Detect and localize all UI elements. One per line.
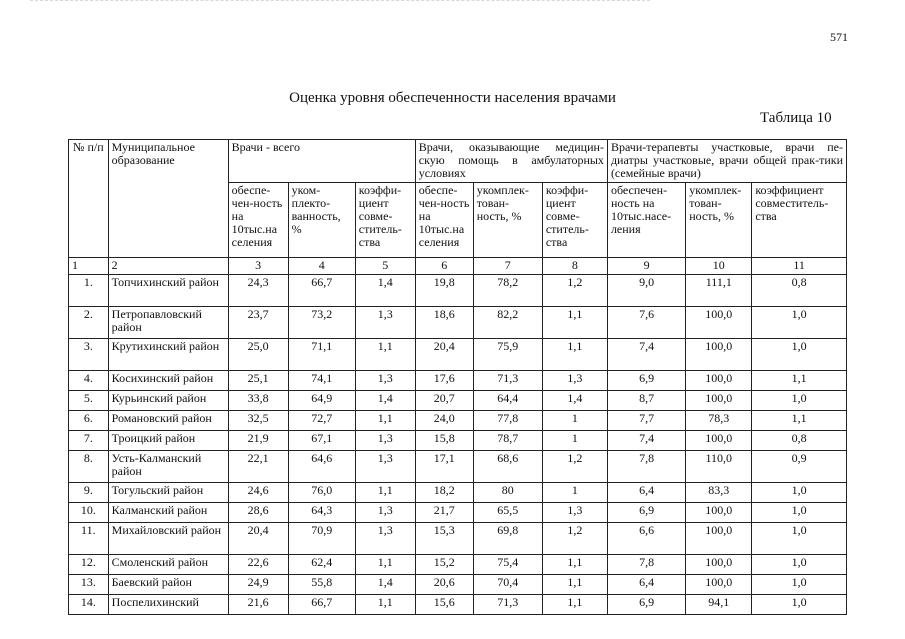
- row-number: 14.: [69, 595, 109, 615]
- value-cell: 17,1: [415, 451, 473, 483]
- column-index: 3: [228, 258, 288, 275]
- municipality-name: Крутихинский район: [108, 339, 228, 371]
- value-cell: 70,9: [288, 523, 355, 555]
- value-cell: 9,0: [607, 275, 685, 307]
- value-cell: 25,0: [228, 339, 288, 371]
- value-cell: 21,9: [228, 431, 288, 451]
- page-number: 571: [830, 30, 848, 44]
- value-cell: 78,7: [473, 431, 542, 451]
- value-cell: 20,4: [415, 339, 473, 371]
- value-cell: 1,1: [752, 411, 847, 431]
- value-cell: 1,4: [355, 575, 415, 595]
- value-cell: 100,0: [686, 523, 752, 555]
- value-cell: 33,8: [228, 391, 288, 411]
- value-cell: 1,1: [355, 339, 415, 371]
- value-cell: 32,5: [228, 411, 288, 431]
- row-number: 10.: [69, 503, 109, 523]
- header-row-main: [69, 140, 847, 183]
- subheader-cell: обеспечен-ность на 10тыс.насе-ления: [607, 183, 685, 258]
- value-cell: 0,9: [752, 451, 847, 483]
- value-cell: 1,3: [355, 431, 415, 451]
- column-index: 10: [686, 258, 752, 275]
- value-cell: 18,6: [415, 307, 473, 339]
- value-cell: 110,0: [686, 451, 752, 483]
- municipality-name: Смоленский район: [108, 555, 228, 575]
- subheader-cell: коэффи-циент совме-ститель-ства: [542, 183, 607, 258]
- value-cell: 20,7: [415, 391, 473, 411]
- value-cell: 1,0: [752, 483, 847, 503]
- value-cell: 100,0: [686, 339, 752, 371]
- value-cell: 1,3: [355, 307, 415, 339]
- value-cell: 64,4: [473, 391, 542, 411]
- municipality-name: Косихинский район: [108, 371, 228, 391]
- value-cell: 65,5: [473, 503, 542, 523]
- column-index: 11: [752, 258, 847, 275]
- value-cell: 75,4: [473, 555, 542, 575]
- subheader-cell: обеспе-чен-ность на 10тыс.на селения: [228, 183, 288, 258]
- column-index: 9: [607, 258, 685, 275]
- value-cell: 1,0: [752, 523, 847, 555]
- physicians-table: [68, 139, 847, 615]
- value-cell: 8,7: [607, 391, 685, 411]
- value-cell: 69,8: [473, 523, 542, 555]
- row-number: 6.: [69, 411, 109, 431]
- value-cell: 1,1: [542, 575, 607, 595]
- value-cell: 1,0: [752, 307, 847, 339]
- subheader-cell: укомплек-тован-ность, %: [686, 183, 752, 258]
- municipality-name: Петропавловский район: [108, 307, 228, 339]
- value-cell: 24,0: [415, 411, 473, 431]
- value-cell: 7,6: [607, 307, 685, 339]
- row-number: 13.: [69, 575, 109, 595]
- value-cell: 100,0: [686, 555, 752, 575]
- value-cell: 64,6: [288, 451, 355, 483]
- row-number: 2.: [69, 307, 109, 339]
- value-cell: 25,1: [228, 371, 288, 391]
- subheader-cell: укомплек-тован-ность, %: [473, 183, 542, 258]
- value-cell: 1,0: [752, 503, 847, 523]
- value-cell: 7,4: [607, 339, 685, 371]
- subheader-cell: коэффи-циент совме-ститель-ства: [355, 183, 415, 258]
- value-cell: 19,8: [415, 275, 473, 307]
- value-cell: 77,8: [473, 411, 542, 431]
- value-cell: 15,8: [415, 431, 473, 451]
- value-cell: 1,1: [542, 307, 607, 339]
- value-cell: 1,3: [355, 523, 415, 555]
- value-cell: 1,0: [752, 595, 847, 615]
- value-cell: 1,2: [542, 451, 607, 483]
- value-cell: 28,6: [228, 503, 288, 523]
- value-cell: 7,7: [607, 411, 685, 431]
- value-cell: 23,7: [228, 307, 288, 339]
- column-index-row: [69, 258, 847, 275]
- value-cell: 100,0: [686, 391, 752, 411]
- value-cell: 7,8: [607, 451, 685, 483]
- table-row: [69, 391, 847, 411]
- table-row: [69, 523, 847, 555]
- column-index: 5: [355, 258, 415, 275]
- value-cell: 1: [542, 411, 607, 431]
- municipality-name: Курьинский район: [108, 391, 228, 411]
- value-cell: 1,1: [542, 339, 607, 371]
- value-cell: 68,6: [473, 451, 542, 483]
- municipality-name: Усть-Калманский район: [108, 451, 228, 483]
- value-cell: 100,0: [686, 431, 752, 451]
- value-cell: 1,1: [355, 595, 415, 615]
- value-cell: 76,0: [288, 483, 355, 503]
- row-number: 7.: [69, 431, 109, 451]
- value-cell: 64,3: [288, 503, 355, 523]
- header-doctors-outpatient: Врачи, оказывающие медицин-скую помощь в амбулаторных условиях: [415, 140, 607, 183]
- value-cell: 55,8: [288, 575, 355, 595]
- value-cell: 100,0: [686, 371, 752, 391]
- value-cell: 6,4: [607, 575, 685, 595]
- value-cell: 6,9: [607, 595, 685, 615]
- value-cell: 15,3: [415, 523, 473, 555]
- municipality-name: Поспелихинский: [108, 595, 228, 615]
- row-number: 9.: [69, 483, 109, 503]
- value-cell: 78,3: [686, 411, 752, 431]
- value-cell: 70,4: [473, 575, 542, 595]
- row-number: 3.: [69, 339, 109, 371]
- value-cell: 0,8: [752, 275, 847, 307]
- table-row: [69, 483, 847, 503]
- value-cell: 1,2: [542, 523, 607, 555]
- value-cell: 22,6: [228, 555, 288, 575]
- table-row: [69, 431, 847, 451]
- municipality-name: Романовский район: [108, 411, 228, 431]
- value-cell: 0,8: [752, 431, 847, 451]
- value-cell: 1,2: [542, 275, 607, 307]
- value-cell: 1,0: [752, 391, 847, 411]
- header-doctors-therapists: Врачи-терапевты участковые, врачи пе-диатры участковые, врачи общей прак-тики (семейные врачи): [607, 140, 846, 183]
- value-cell: 21,6: [228, 595, 288, 615]
- value-cell: 71,3: [473, 371, 542, 391]
- table-row: [69, 595, 847, 615]
- value-cell: 6,6: [607, 523, 685, 555]
- table-row: [69, 575, 847, 595]
- value-cell: 15,6: [415, 595, 473, 615]
- value-cell: 1,0: [752, 555, 847, 575]
- value-cell: 1,0: [752, 339, 847, 371]
- value-cell: 66,7: [288, 275, 355, 307]
- value-cell: 80: [473, 483, 542, 503]
- column-index: 8: [542, 258, 607, 275]
- subheader-cell: коэффициент совместитель-ства: [752, 183, 847, 258]
- value-cell: 83,3: [686, 483, 752, 503]
- value-cell: 24,3: [228, 275, 288, 307]
- header-municipality: Муниципальное образование: [108, 140, 228, 258]
- value-cell: 71,3: [473, 595, 542, 615]
- value-cell: 20,4: [228, 523, 288, 555]
- value-cell: 78,2: [473, 275, 542, 307]
- value-cell: 66,7: [288, 595, 355, 615]
- value-cell: 64,9: [288, 391, 355, 411]
- value-cell: 1,1: [355, 483, 415, 503]
- municipality-name: Топчихинский район: [108, 275, 228, 307]
- row-number: 8.: [69, 451, 109, 483]
- subheader-cell: уком-плекто-ванность, %: [288, 183, 355, 258]
- municipality-name: Троицкий район: [108, 431, 228, 451]
- column-index: 2: [108, 258, 228, 275]
- table-row: [69, 503, 847, 523]
- value-cell: 1,1: [355, 411, 415, 431]
- row-number: 1.: [69, 275, 109, 307]
- column-index: 1: [69, 258, 109, 275]
- table-row: [69, 411, 847, 431]
- value-cell: 7,4: [607, 431, 685, 451]
- value-cell: 1: [542, 431, 607, 451]
- row-number: 11.: [69, 523, 109, 555]
- row-number: 5.: [69, 391, 109, 411]
- value-cell: 24,9: [228, 575, 288, 595]
- value-cell: 1,3: [355, 503, 415, 523]
- column-index: 7: [473, 258, 542, 275]
- header-doctors-all: Врачи - всего: [228, 140, 415, 183]
- table-row: [69, 339, 847, 371]
- value-cell: 67,1: [288, 431, 355, 451]
- municipality-name: Тогульский район: [108, 483, 228, 503]
- value-cell: 6,4: [607, 483, 685, 503]
- value-cell: 1,4: [355, 275, 415, 307]
- municipality-name: Баевский район: [108, 575, 228, 595]
- value-cell: 7,8: [607, 555, 685, 575]
- value-cell: 20,6: [415, 575, 473, 595]
- table-row: [69, 371, 847, 391]
- value-cell: 6,9: [607, 503, 685, 523]
- value-cell: 1,3: [542, 503, 607, 523]
- value-cell: 1,1: [542, 595, 607, 615]
- table-row: [69, 275, 847, 307]
- value-cell: 74,1: [288, 371, 355, 391]
- value-cell: 1,3: [355, 371, 415, 391]
- table-row: [69, 555, 847, 575]
- header-num: № п/п: [69, 140, 109, 258]
- value-cell: 1,3: [542, 371, 607, 391]
- value-cell: 1,1: [752, 371, 847, 391]
- scan-edge-line: [30, 0, 650, 4]
- value-cell: 62,4: [288, 555, 355, 575]
- table-row: [69, 451, 847, 483]
- value-cell: 100,0: [686, 307, 752, 339]
- row-number: 4.: [69, 371, 109, 391]
- value-cell: 75,9: [473, 339, 542, 371]
- table-body: [69, 275, 847, 615]
- municipality-name: Калманский район: [108, 503, 228, 523]
- value-cell: 82,2: [473, 307, 542, 339]
- value-cell: 1,1: [355, 555, 415, 575]
- table-row: [69, 307, 847, 339]
- value-cell: 24,6: [228, 483, 288, 503]
- table-caption: Таблица 10: [760, 110, 832, 126]
- value-cell: 15,2: [415, 555, 473, 575]
- value-cell: 6,9: [607, 371, 685, 391]
- value-cell: 72,7: [288, 411, 355, 431]
- municipality-name: Михайловский район: [108, 523, 228, 555]
- value-cell: 1,1: [542, 555, 607, 575]
- row-number: 12.: [69, 555, 109, 575]
- value-cell: 73,2: [288, 307, 355, 339]
- value-cell: 1,4: [355, 391, 415, 411]
- value-cell: 1,0: [752, 575, 847, 595]
- subheader-cell: обеспе-чен-ность на 10тыс.на селения: [415, 183, 473, 258]
- value-cell: 18,2: [415, 483, 473, 503]
- column-index: 4: [288, 258, 355, 275]
- value-cell: 100,0: [686, 503, 752, 523]
- value-cell: 22,1: [228, 451, 288, 483]
- value-cell: 111,1: [686, 275, 752, 307]
- value-cell: 1: [542, 483, 607, 503]
- value-cell: 71,1: [288, 339, 355, 371]
- value-cell: 21,7: [415, 503, 473, 523]
- value-cell: 94,1: [686, 595, 752, 615]
- column-index: 6: [415, 258, 473, 275]
- value-cell: 17,6: [415, 371, 473, 391]
- value-cell: 1,3: [355, 451, 415, 483]
- value-cell: 1,4: [542, 391, 607, 411]
- value-cell: 100,0: [686, 575, 752, 595]
- document-title: Оценка уровня обеспеченности населения врачами: [289, 90, 616, 106]
